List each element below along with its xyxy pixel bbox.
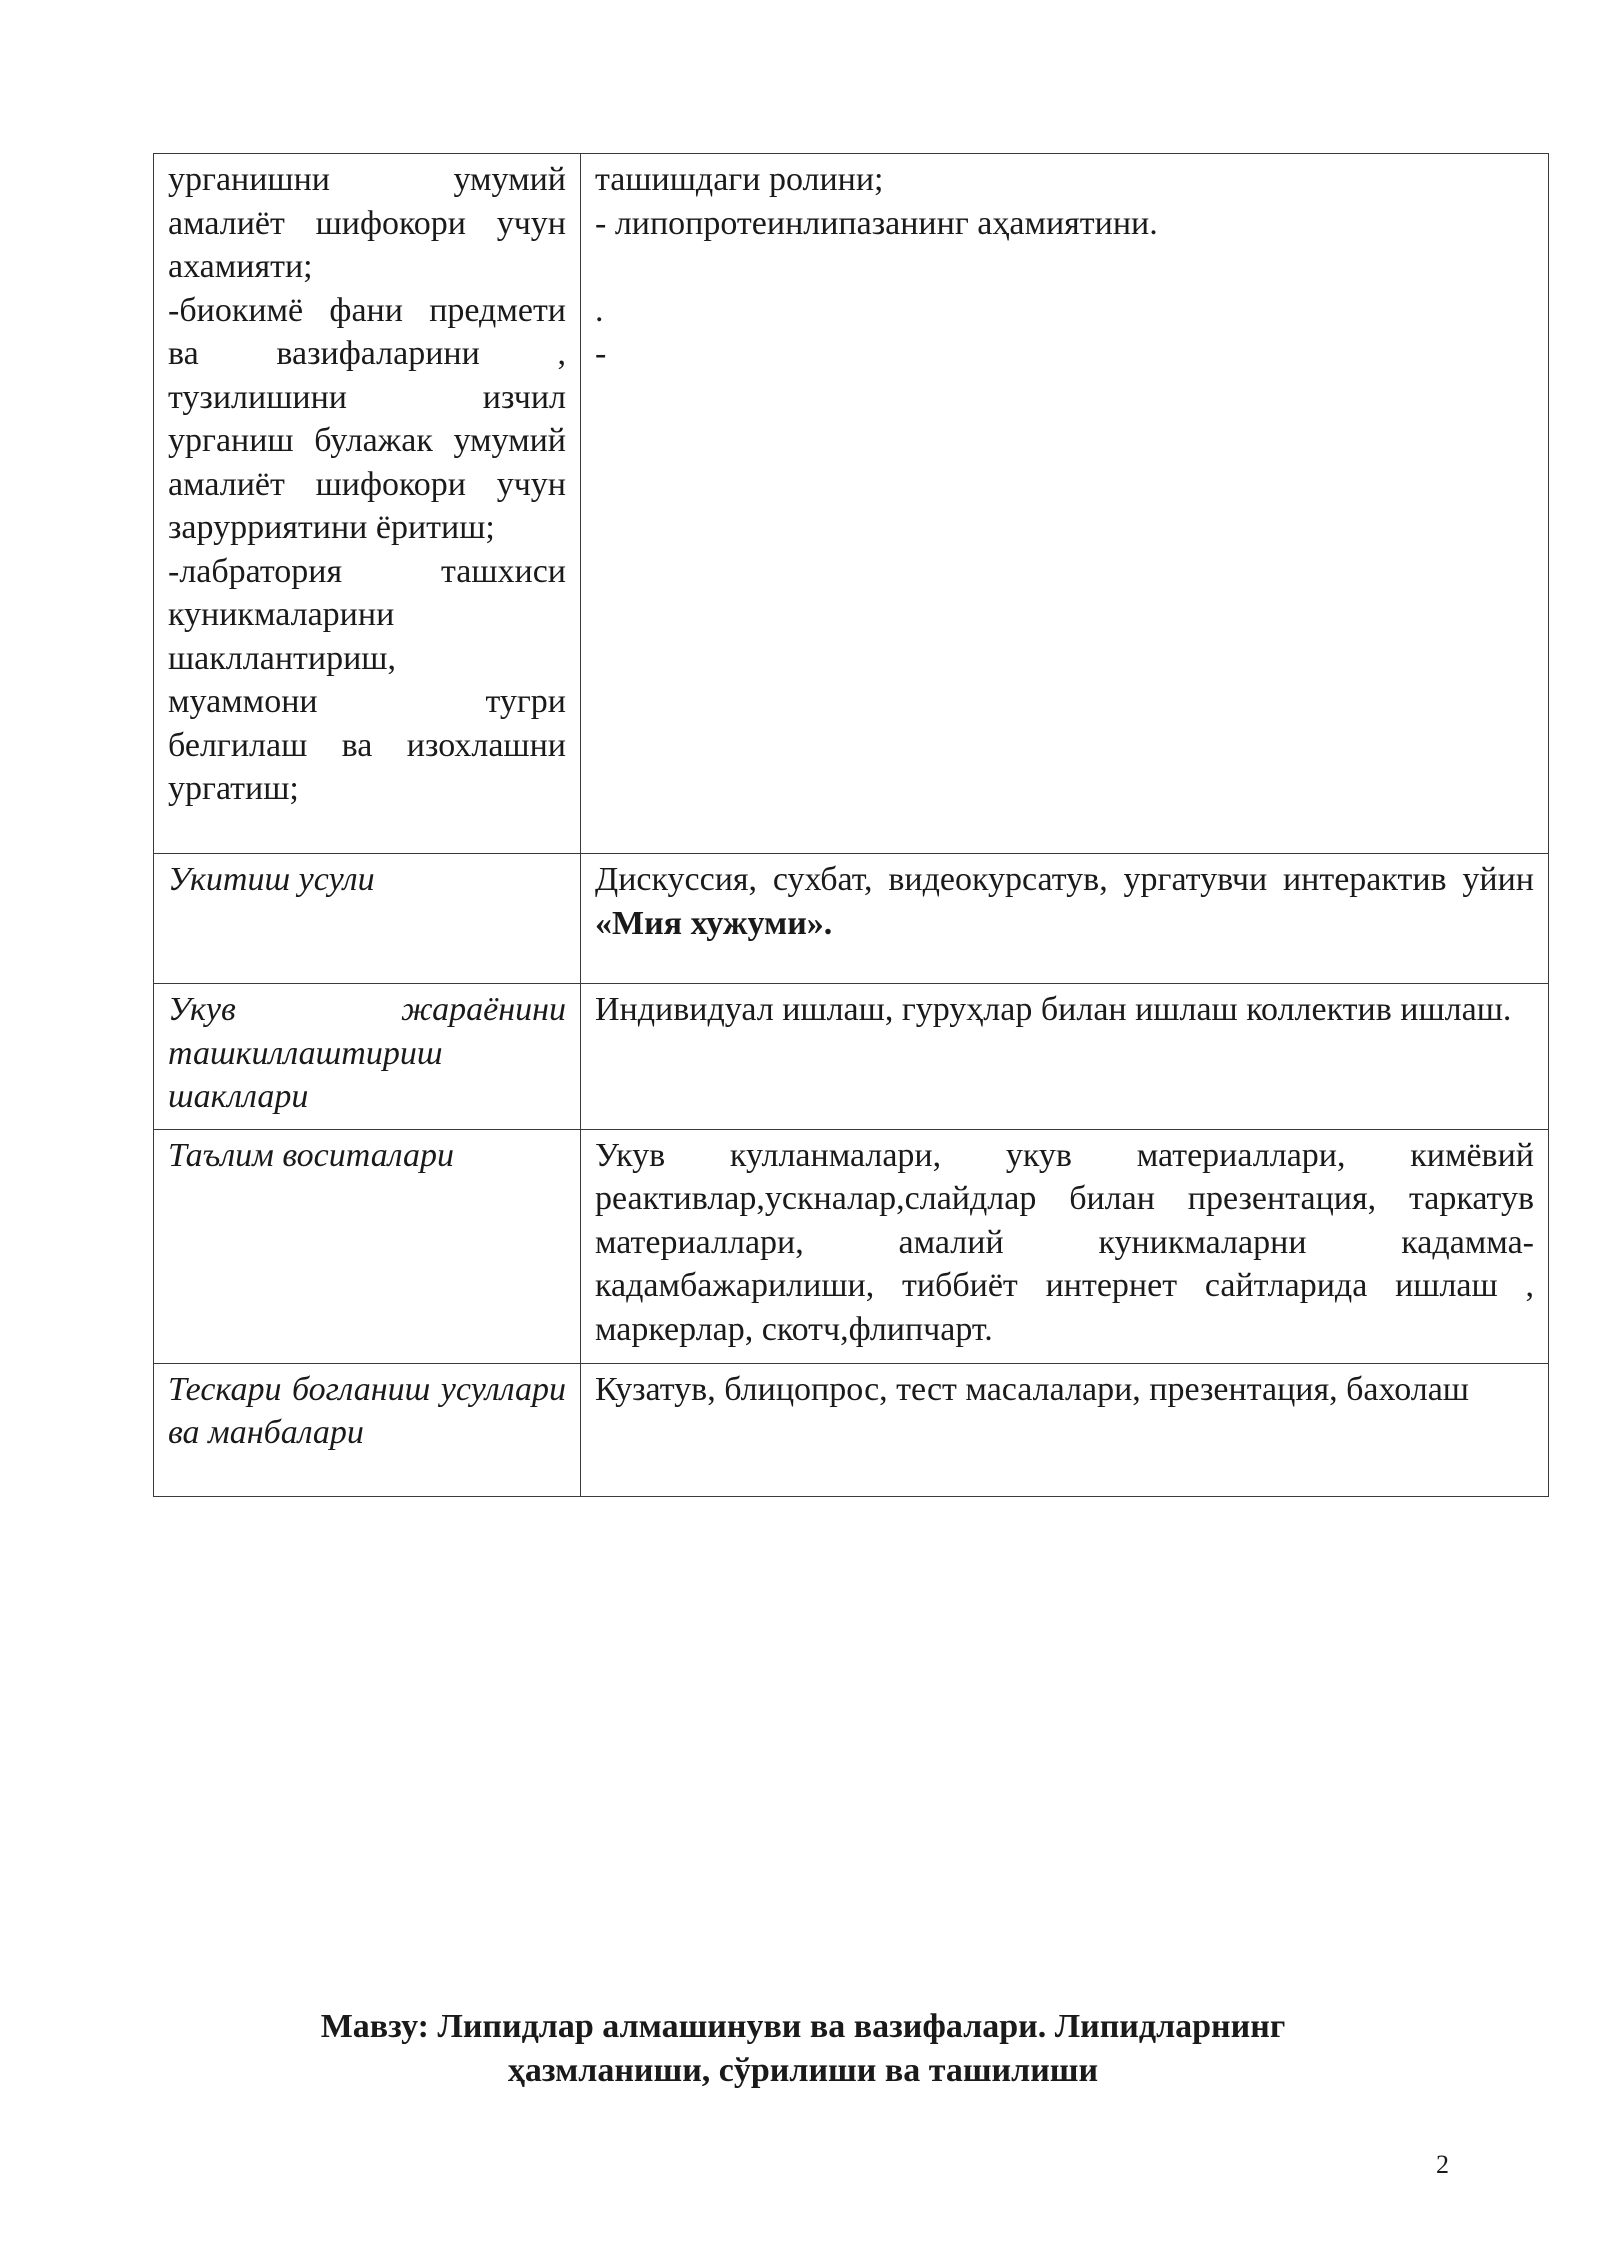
text-line: ургатиш; bbox=[168, 770, 299, 807]
text-line: ташишдаги ролини; bbox=[595, 161, 884, 198]
table-cell-right: Кузатув, блицопрос, тест масалалари, презентация, бахолаш bbox=[581, 1363, 1549, 1496]
table-cell-left: Укув жараёнини ташкиллаштириш шакллари bbox=[154, 984, 581, 1130]
text-line: урганиш булажак умумий bbox=[168, 422, 566, 459]
table-row bbox=[154, 854, 1549, 984]
table-cell-left bbox=[154, 154, 581, 854]
table-cell-left: Таълим воситалари bbox=[154, 1129, 581, 1363]
cell-text: Дискуссия, сухбат, видеокурсатув, ургатувчи интерактив уйин bbox=[595, 861, 1534, 898]
text-line: - липопротеинлипазанинг аҳамиятини. bbox=[595, 204, 1158, 242]
text-line: куникмаларини bbox=[168, 596, 395, 633]
table-cell-right: Индивидуал ишлаш, гуруҳлар билан ишлаш коллектив ишлаш. bbox=[581, 984, 1549, 1130]
text-line: -биокимё фани предмети bbox=[168, 291, 566, 329]
table-cell-right bbox=[581, 154, 1549, 854]
blank-line bbox=[595, 245, 1534, 289]
text-line: тузилишини изчил bbox=[168, 378, 566, 416]
text-line: амалиёт шифокори учун bbox=[168, 465, 566, 503]
table-row bbox=[154, 1129, 1549, 1363]
table-cell-left: Укитиш усули bbox=[154, 854, 581, 984]
text-line: . bbox=[595, 291, 604, 329]
title-line: ҳазмланиши, сўрилиши ва ташилиши bbox=[507, 2051, 1099, 2089]
table-cell-left: Тескари богланиш усуллари ва манбалари bbox=[154, 1363, 581, 1496]
text-line: шакллантириш, bbox=[168, 639, 396, 677]
table-row bbox=[154, 1363, 1549, 1496]
table-row bbox=[154, 984, 1549, 1130]
title-line: Мавзу: Липидлар алмашинуви ва вазифалари. Липидларнинг bbox=[320, 2008, 1286, 2045]
text-line: ва вазифаларини , bbox=[168, 335, 566, 372]
text-line: ахамияти; bbox=[168, 248, 313, 285]
text-line: зарурриятини ёритиш; bbox=[168, 509, 495, 546]
text-line: амалиёт шифокори учун bbox=[168, 204, 566, 242]
table-row bbox=[154, 154, 1549, 854]
text-line: - bbox=[595, 335, 607, 372]
page-number: 2 bbox=[1436, 2150, 1449, 2179]
text-line: белгилаш ва изохлашни bbox=[168, 726, 566, 764]
text-line: муаммони тугри bbox=[168, 683, 566, 720]
table-cell-right bbox=[581, 854, 1549, 984]
text-line: урганишни умумий bbox=[168, 161, 566, 198]
table-cell-right: Укув кулланмалари, укув материаллари, кимёвий реактивлар,ускналар,слайдлар билан презентация, таркатув материаллари, амалий куникмаларни кадамма-кадамбажарилиши, тиббиёт интернет сайтларида ишлаш , маркерлар, скотч,флипчарт. bbox=[581, 1129, 1549, 1363]
bold-term: «Мия хужуми». bbox=[595, 904, 833, 942]
text-line: -лабратория ташхиси bbox=[168, 552, 566, 590]
document-table bbox=[153, 153, 1549, 1497]
topic-title bbox=[153, 2005, 1453, 2092]
